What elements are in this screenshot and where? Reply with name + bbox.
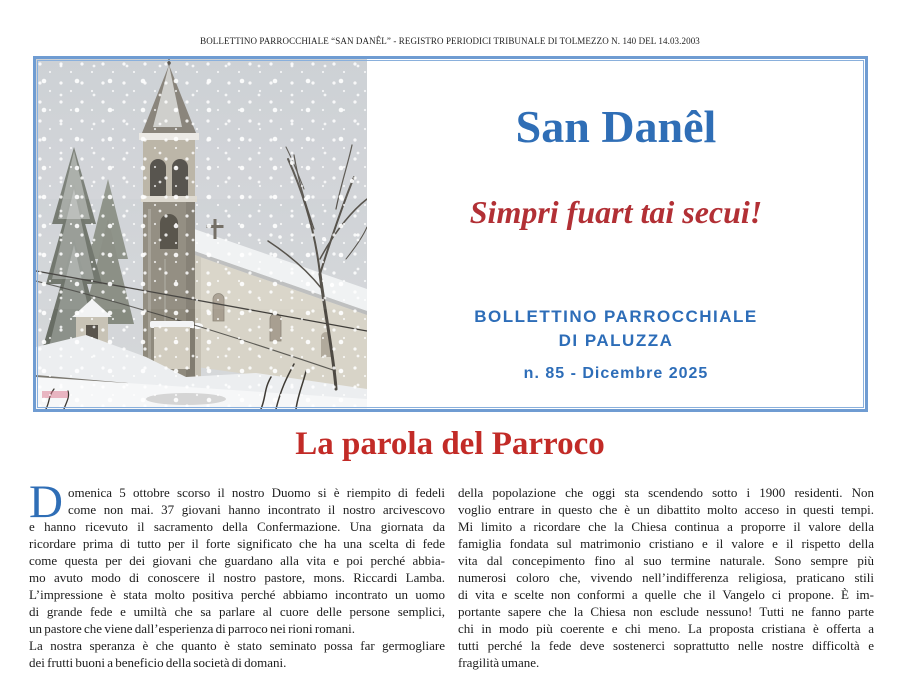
body-text-line: della popolazione che oggi sta scendendo sotto i 1900 residenti. Non [458, 485, 874, 500]
body-text-line: fragilità umane. [458, 655, 540, 670]
body-text-line: omenica 5 ottobre scorso il nostro Duomo si è riempito di fedeli [68, 485, 445, 500]
masthead-line: BOLLETTINO PARROCCHIALE “SAN DANÊL” - REGISTRO PERIODICI TRIBUNALE DI TOLMEZZO N. 140 DEL 14.03.2003 [200, 36, 700, 46]
article-heading: La parola del Parroco [295, 426, 605, 462]
bulletin-subtitle-line1: BOLLETTINO PARROCCHIALE [474, 307, 758, 326]
body-text-line: di vita e scelte non conformi a quelle che il Vangelo ci propone. È im- [458, 587, 874, 602]
body-text-line: L’impressione è stata molto positiva perché abbiamo incontrato un uomo [29, 587, 445, 602]
body-text-line: chi in modo più coerente e chi meno. La proposta cristiana è offerta a [458, 621, 874, 636]
dropcap-letter: D [29, 484, 63, 528]
header-box [33, 56, 868, 412]
article-right-column [458, 484, 874, 671]
body-text-line: e hanno ricevuto il sacramento della Confermazione. Una giornata da [29, 519, 445, 534]
body-text-line: portante sapere che la Chiesa non esclude nessuno! Tutti ne fanno parte [458, 604, 874, 619]
body-text-line: numerosi coloro che, vivendo nell’indifferenza religiosa, praticano stili [458, 570, 874, 585]
article-columns [29, 484, 875, 671]
bulletin-subtitle-line2: DI PALUZZA [558, 331, 674, 350]
body-text-line: Mi limito a ricordare che la Chiesa continua a proporre il valore della [458, 519, 874, 534]
masthead-panel [367, 59, 865, 409]
body-text-line: La nostra speranza è che quanto è stato seminato possa far germogliare [29, 638, 445, 653]
issue-number: n. 85 - Dicembre 2025 [523, 365, 709, 382]
body-text-line: voglio entrare in questo che è un dibattito molto acceso in questi tempi. [458, 502, 874, 517]
body-text-line: un pastore che viene dall’esperienza di parroco nei rioni romani. [29, 621, 355, 636]
article-left-column [29, 484, 445, 671]
body-text-line: famiglia fondata sul matrimonio cristiano e il valore e il rispetto della [458, 536, 874, 551]
bulletin-title: San Danêl [515, 101, 717, 152]
body-text-line: ricordare prima di tutto per il forte significato che ha una scelta di fede [29, 536, 445, 551]
body-text-line: tutti perché la fede deve sostenerci soprattutto nelle nostre difficoltà e [458, 638, 874, 653]
body-text-line: come non mai. 37 giovani hanno incontrato il nostro arcivescovo [68, 502, 445, 517]
bulletin-motto: Simpri fuart tai secui! [469, 194, 763, 230]
body-text-line: di grande fede e umiltà che sa parlare al cuore delle persone semplici, [29, 604, 445, 619]
body-text-line: vita dal concepimento fino al suo termine naturale. Sono sempre più [458, 553, 874, 568]
church-snow-photo [36, 59, 367, 409]
body-text-line: come questa per dei giovani che guardano alla vita e poi perché abbia- [29, 553, 445, 568]
body-text-line: mo avuto modo di conoscere il nostro pastore, mons. Riccardi Lamba. [29, 570, 445, 585]
bulletin-subtitle [474, 305, 758, 353]
body-text-line: dei frutti buoni a beneficio della società di domani. [29, 655, 287, 670]
